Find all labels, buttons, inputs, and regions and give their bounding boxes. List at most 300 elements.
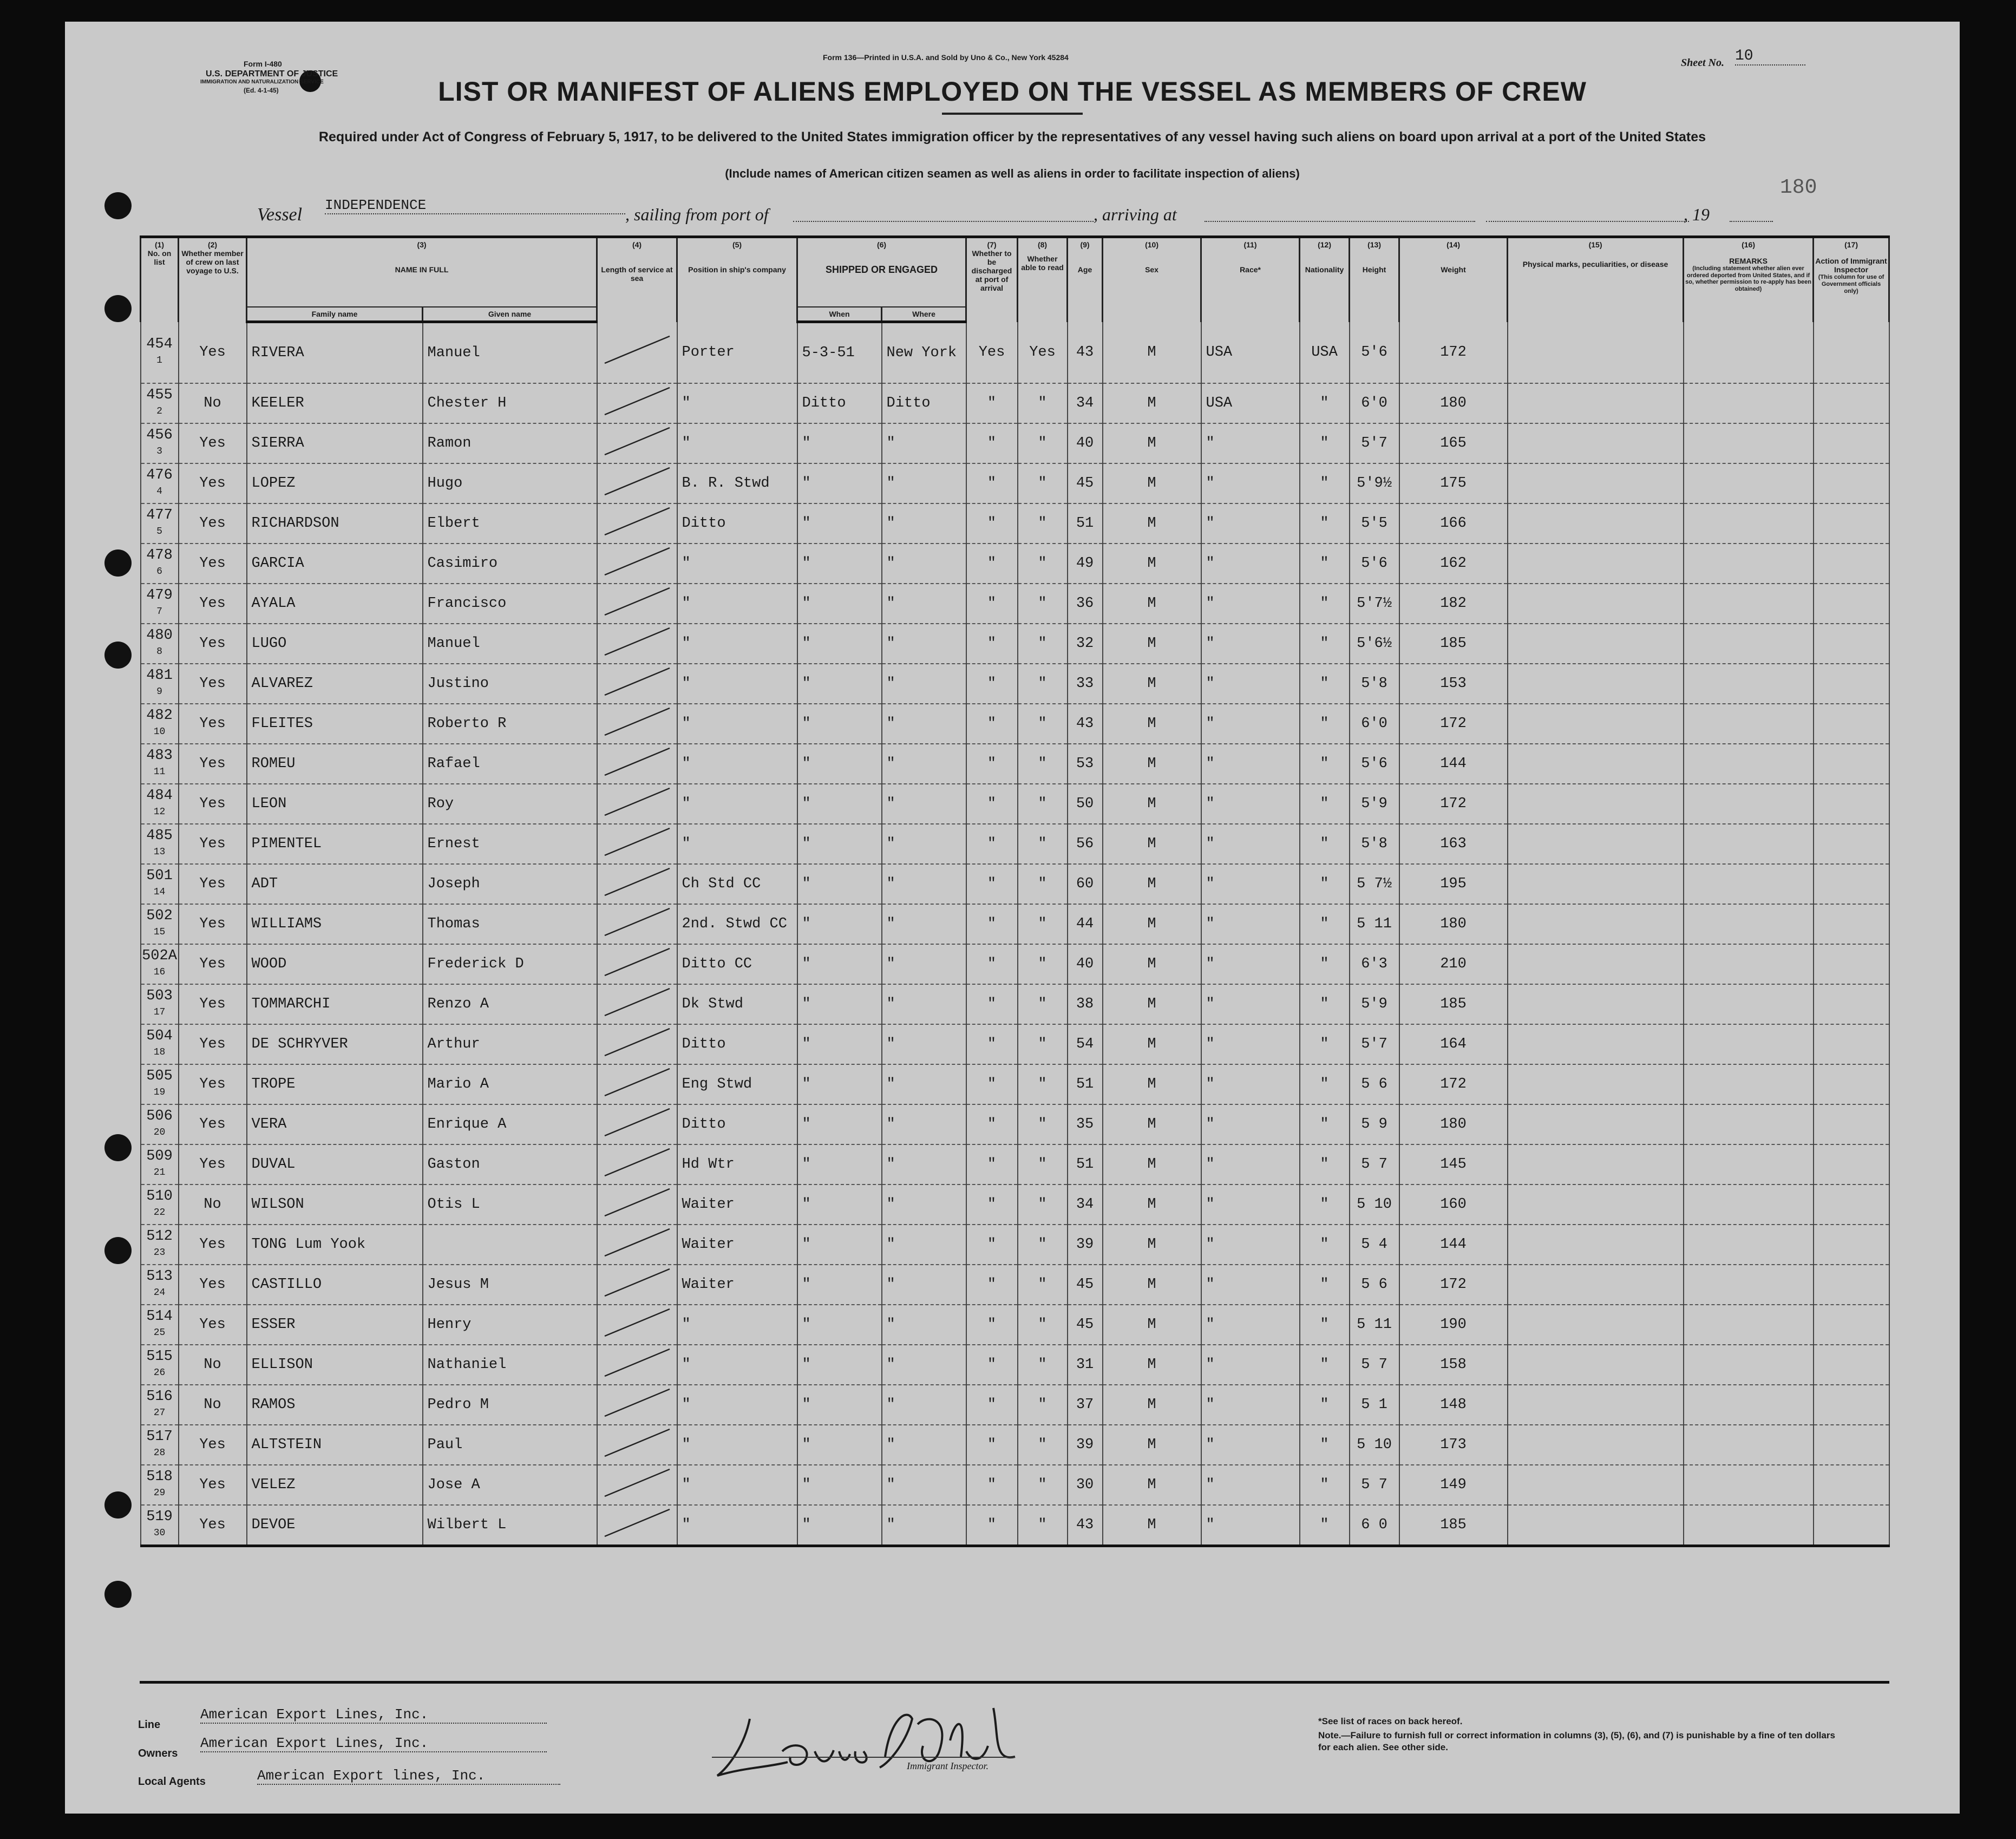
nationality-cell: USA bbox=[1300, 322, 1350, 384]
nationality-cell: " bbox=[1300, 1064, 1350, 1104]
length-of-service-cell bbox=[597, 1144, 677, 1184]
member-last-voyage-cell: Yes bbox=[179, 704, 247, 744]
shipped-where-cell: New York bbox=[882, 322, 966, 384]
physical-marks-cell bbox=[1508, 503, 1684, 544]
line-number: 14 bbox=[153, 887, 166, 898]
age-cell: 31 bbox=[1068, 1345, 1103, 1385]
position-cell: " bbox=[677, 664, 797, 704]
discharged-cell: " bbox=[966, 864, 1018, 904]
height-cell: 5 11 bbox=[1350, 1305, 1399, 1345]
owners-value: American Export Lines, Inc. bbox=[200, 1735, 547, 1752]
given-name-cell: Enrique A bbox=[423, 1104, 597, 1144]
weight-cell: 166 bbox=[1399, 503, 1508, 544]
col-header-height: (13) Height bbox=[1350, 237, 1399, 322]
shipped-where-cell: " bbox=[882, 584, 966, 624]
line-number: 20 bbox=[153, 1127, 166, 1138]
family-name-cell: DUVAL bbox=[247, 1144, 423, 1184]
list-number: 519 bbox=[146, 1509, 173, 1526]
weight-cell: 185 bbox=[1399, 984, 1508, 1024]
list-number: 482 bbox=[146, 708, 173, 724]
able-to-read-cell: " bbox=[1018, 944, 1068, 984]
service-tick-icon bbox=[599, 1386, 675, 1419]
family-name-cell: DEVOE bbox=[247, 1505, 423, 1546]
family-name-cell: TONG Lum Yook bbox=[247, 1225, 423, 1265]
service-tick-icon bbox=[599, 665, 675, 698]
length-of-service-cell bbox=[597, 1265, 677, 1305]
shipped-when-cell: " bbox=[797, 744, 882, 784]
member-last-voyage-cell: Yes bbox=[179, 463, 247, 503]
able-to-read-cell: " bbox=[1018, 1265, 1068, 1305]
table-row bbox=[141, 1104, 1889, 1144]
remarks-cell bbox=[1684, 704, 1814, 744]
list-number: 454 bbox=[146, 336, 173, 352]
sex-cell: M bbox=[1103, 704, 1201, 744]
form-edition: (Ed. 4-1-45) bbox=[244, 87, 279, 94]
sex-cell: M bbox=[1103, 463, 1201, 503]
shipped-where-cell: " bbox=[882, 704, 966, 744]
height-cell: 6 0 bbox=[1350, 1505, 1399, 1546]
table-row bbox=[141, 984, 1889, 1024]
weight-cell: 175 bbox=[1399, 463, 1508, 503]
shipped-where-cell: " bbox=[882, 1144, 966, 1184]
length-of-service-cell bbox=[597, 1305, 677, 1345]
member-last-voyage-cell: Yes bbox=[179, 544, 247, 584]
remarks-cell bbox=[1684, 322, 1814, 384]
shipped-when-cell: " bbox=[797, 1024, 882, 1064]
given-name-cell: Nathaniel bbox=[423, 1345, 597, 1385]
no-on-list-cell bbox=[141, 1345, 179, 1385]
punch-hole bbox=[104, 1491, 132, 1519]
remarks-cell bbox=[1684, 984, 1814, 1024]
line-number: 1 bbox=[156, 355, 162, 366]
list-number: 516 bbox=[146, 1389, 173, 1405]
discharged-cell: " bbox=[966, 984, 1018, 1024]
sex-cell: M bbox=[1103, 664, 1201, 704]
age-cell: 53 bbox=[1068, 744, 1103, 784]
list-number: 506 bbox=[146, 1108, 173, 1125]
service-tick-icon bbox=[599, 385, 675, 417]
given-name-cell: Hugo bbox=[423, 463, 597, 503]
table-row bbox=[141, 864, 1889, 904]
member-last-voyage-cell: Yes bbox=[179, 824, 247, 864]
weight-cell: 195 bbox=[1399, 864, 1508, 904]
inspector-action-cell bbox=[1814, 944, 1889, 984]
member-last-voyage-cell: Yes bbox=[179, 503, 247, 544]
member-last-voyage-cell: No bbox=[179, 383, 247, 423]
physical-marks-cell bbox=[1508, 1144, 1684, 1184]
weight-cell: 180 bbox=[1399, 904, 1508, 944]
races-note: *See list of races on back hereof. bbox=[1318, 1716, 1463, 1726]
height-cell: 5'7 bbox=[1350, 423, 1399, 463]
punch-hole bbox=[104, 295, 132, 322]
discharged-cell: " bbox=[966, 824, 1018, 864]
sex-cell: M bbox=[1103, 322, 1201, 384]
discharged-cell: " bbox=[966, 944, 1018, 984]
table-row bbox=[141, 1184, 1889, 1225]
member-last-voyage-cell: Yes bbox=[179, 584, 247, 624]
able-to-read-cell: " bbox=[1018, 784, 1068, 824]
shipped-where-cell: " bbox=[882, 1184, 966, 1225]
line-number: 12 bbox=[153, 807, 166, 818]
shipped-where-cell: " bbox=[882, 624, 966, 664]
department: U.S. DEPARTMENT OF JUSTICE bbox=[206, 69, 338, 78]
weight-cell: 163 bbox=[1399, 824, 1508, 864]
shipped-where-cell: " bbox=[882, 864, 966, 904]
nationality-cell: " bbox=[1300, 984, 1350, 1024]
nationality-cell: " bbox=[1300, 1465, 1350, 1505]
shipped-where-cell: " bbox=[882, 1505, 966, 1546]
line-number: 24 bbox=[153, 1287, 166, 1299]
physical-marks-cell bbox=[1508, 1184, 1684, 1225]
col-header-discharged: (7) Whether to be discharged at port of arrival bbox=[966, 237, 1018, 322]
family-name-cell: WOOD bbox=[247, 944, 423, 984]
col-header-when: When bbox=[797, 307, 882, 322]
height-cell: 5 10 bbox=[1350, 1425, 1399, 1465]
given-name-cell: Frederick D bbox=[423, 944, 597, 984]
inspector-action-cell bbox=[1814, 1305, 1889, 1345]
no-on-list-cell bbox=[141, 864, 179, 904]
physical-marks-cell bbox=[1508, 1305, 1684, 1345]
table-row bbox=[141, 704, 1889, 744]
weight-cell: 165 bbox=[1399, 423, 1508, 463]
age-cell: 56 bbox=[1068, 824, 1103, 864]
position-cell: " bbox=[677, 1305, 797, 1345]
height-cell: 5'7½ bbox=[1350, 584, 1399, 624]
age-cell: 40 bbox=[1068, 423, 1103, 463]
family-name-cell: VERA bbox=[247, 1104, 423, 1144]
remarks-cell bbox=[1684, 784, 1814, 824]
member-last-voyage-cell: Yes bbox=[179, 423, 247, 463]
position-cell: Dk Stwd bbox=[677, 984, 797, 1024]
table-row bbox=[141, 1265, 1889, 1305]
table-row bbox=[141, 784, 1889, 824]
age-cell: 51 bbox=[1068, 1144, 1103, 1184]
line-number: 2 bbox=[156, 406, 162, 417]
age-cell: 45 bbox=[1068, 1305, 1103, 1345]
nationality-cell: " bbox=[1300, 1225, 1350, 1265]
physical-marks-cell bbox=[1508, 664, 1684, 704]
arriving-port bbox=[1205, 207, 1475, 222]
no-on-list-cell bbox=[141, 1385, 179, 1425]
list-number: 456 bbox=[146, 427, 173, 444]
given-name-cell: Wilbert L bbox=[423, 1505, 597, 1546]
shipped-when-cell: " bbox=[797, 1465, 882, 1505]
height-cell: 5 7 bbox=[1350, 1345, 1399, 1385]
inspector-action-cell bbox=[1814, 704, 1889, 744]
nationality-cell: " bbox=[1300, 944, 1350, 984]
nationality-cell: " bbox=[1300, 664, 1350, 704]
position-cell: " bbox=[677, 624, 797, 664]
inspector-action-cell bbox=[1814, 904, 1889, 944]
list-number: 509 bbox=[146, 1148, 173, 1165]
line-number: 5 bbox=[156, 526, 162, 538]
age-cell: 51 bbox=[1068, 1064, 1103, 1104]
discharged-cell: " bbox=[966, 904, 1018, 944]
remarks-cell bbox=[1684, 1104, 1814, 1144]
weight-cell: 153 bbox=[1399, 664, 1508, 704]
length-of-service-cell bbox=[597, 584, 677, 624]
line-number: 4 bbox=[156, 486, 162, 498]
family-name-cell: TOMMARCHI bbox=[247, 984, 423, 1024]
position-cell: Ditto bbox=[677, 1104, 797, 1144]
line-number: 10 bbox=[153, 727, 166, 738]
position-cell: " bbox=[677, 824, 797, 864]
physical-marks-cell bbox=[1508, 463, 1684, 503]
shipped-where-cell: " bbox=[882, 1425, 966, 1465]
sex-cell: M bbox=[1103, 984, 1201, 1024]
length-of-service-cell bbox=[597, 1064, 677, 1104]
family-name-cell: WILLIAMS bbox=[247, 904, 423, 944]
weight-cell: 160 bbox=[1399, 1184, 1508, 1225]
line-number: 30 bbox=[153, 1528, 166, 1539]
owners-label: Owners bbox=[138, 1748, 178, 1759]
member-last-voyage-cell: Yes bbox=[179, 1425, 247, 1465]
list-number: 483 bbox=[146, 748, 173, 764]
position-cell: Ch Std CC bbox=[677, 864, 797, 904]
col-header-read: (8) Whether able to read bbox=[1018, 237, 1068, 322]
shipped-where-cell: " bbox=[882, 1265, 966, 1305]
remarks-cell bbox=[1684, 744, 1814, 784]
given-name-cell: Otis L bbox=[423, 1184, 597, 1225]
able-to-read-cell: " bbox=[1018, 1144, 1068, 1184]
line-number: 18 bbox=[153, 1047, 166, 1058]
physical-marks-cell bbox=[1508, 744, 1684, 784]
height-cell: 6'0 bbox=[1350, 704, 1399, 744]
inspector-action-cell bbox=[1814, 544, 1889, 584]
race-cell: " bbox=[1201, 784, 1300, 824]
remarks-cell bbox=[1684, 1144, 1814, 1184]
able-to-read-cell: " bbox=[1018, 864, 1068, 904]
length-of-service-cell bbox=[597, 864, 677, 904]
family-name-cell: LOPEZ bbox=[247, 463, 423, 503]
col-header-shipped: (6) SHIPPED OR ENGAGED bbox=[797, 237, 966, 307]
no-on-list-cell bbox=[141, 1104, 179, 1144]
service-tick-icon bbox=[599, 1226, 675, 1259]
family-name-cell: CASTILLO bbox=[247, 1265, 423, 1305]
table-row bbox=[141, 1225, 1889, 1265]
given-name-cell: Manuel bbox=[423, 322, 597, 384]
position-cell: Waiter bbox=[677, 1265, 797, 1305]
line-number: 21 bbox=[153, 1167, 166, 1179]
physical-marks-cell bbox=[1508, 1064, 1684, 1104]
able-to-read-cell: " bbox=[1018, 1184, 1068, 1225]
physical-marks-cell bbox=[1508, 584, 1684, 624]
nationality-cell: " bbox=[1300, 784, 1350, 824]
weight-cell: 162 bbox=[1399, 544, 1508, 584]
agents-label: Local Agents bbox=[138, 1776, 206, 1788]
line-number: 23 bbox=[153, 1247, 166, 1259]
given-name-cell: Elbert bbox=[423, 503, 597, 544]
position-cell: " bbox=[677, 1465, 797, 1505]
remarks-cell bbox=[1684, 1265, 1814, 1305]
shipped-where-cell: " bbox=[882, 824, 966, 864]
inspector-action-cell bbox=[1814, 322, 1889, 384]
height-cell: 5 1 bbox=[1350, 1385, 1399, 1425]
service-tick-icon bbox=[599, 1306, 675, 1339]
service-tick-icon bbox=[599, 986, 675, 1018]
table-row bbox=[141, 904, 1889, 944]
nationality-cell: " bbox=[1300, 544, 1350, 584]
service-tick-icon bbox=[599, 866, 675, 898]
family-name-cell: KEELER bbox=[247, 383, 423, 423]
list-number: 479 bbox=[146, 587, 173, 604]
punch-hole bbox=[104, 1134, 132, 1161]
remarks-cell bbox=[1684, 503, 1814, 544]
col-header-age: (9) Age bbox=[1068, 237, 1103, 322]
weight-cell: 210 bbox=[1399, 944, 1508, 984]
inspector-action-cell bbox=[1814, 503, 1889, 544]
family-name-cell: PIMENTEL bbox=[247, 824, 423, 864]
discharged-cell: " bbox=[966, 744, 1018, 784]
length-of-service-cell bbox=[597, 1345, 677, 1385]
member-last-voyage-cell: Yes bbox=[179, 984, 247, 1024]
no-on-list-cell bbox=[141, 984, 179, 1024]
physical-marks-cell bbox=[1508, 1104, 1684, 1144]
inspector-action-cell bbox=[1814, 1265, 1889, 1305]
discharged-cell: " bbox=[966, 784, 1018, 824]
physical-marks-cell bbox=[1508, 904, 1684, 944]
remarks-cell bbox=[1684, 1184, 1814, 1225]
member-last-voyage-cell: Yes bbox=[179, 864, 247, 904]
position-cell: Ditto bbox=[677, 503, 797, 544]
list-number: 481 bbox=[146, 667, 173, 684]
shipped-where-cell: " bbox=[882, 944, 966, 984]
able-to-read-cell: " bbox=[1018, 744, 1068, 784]
discharged-cell: " bbox=[966, 1104, 1018, 1144]
member-last-voyage-cell: Yes bbox=[179, 744, 247, 784]
age-cell: 54 bbox=[1068, 1024, 1103, 1064]
weight-cell: 145 bbox=[1399, 1144, 1508, 1184]
race-cell: " bbox=[1201, 704, 1300, 744]
shipped-when-cell: " bbox=[797, 1064, 882, 1104]
given-name-cell: Francisco bbox=[423, 584, 597, 624]
height-cell: 6'0 bbox=[1350, 383, 1399, 423]
length-of-service-cell bbox=[597, 1385, 677, 1425]
height-cell: 5'9½ bbox=[1350, 463, 1399, 503]
height-cell: 5 7½ bbox=[1350, 864, 1399, 904]
inspector-action-cell bbox=[1814, 584, 1889, 624]
sex-cell: M bbox=[1103, 1265, 1201, 1305]
able-to-read-cell: " bbox=[1018, 584, 1068, 624]
physical-marks-cell bbox=[1508, 1465, 1684, 1505]
weight-cell: 185 bbox=[1399, 1505, 1508, 1546]
age-cell: 43 bbox=[1068, 704, 1103, 744]
height-cell: 5'6 bbox=[1350, 744, 1399, 784]
remarks-cell bbox=[1684, 1385, 1814, 1425]
shipped-where-cell: " bbox=[882, 664, 966, 704]
age-cell: 45 bbox=[1068, 463, 1103, 503]
able-to-read-cell: " bbox=[1018, 904, 1068, 944]
col-header-member: (2) Whether member of crew on last voyage to U.S. bbox=[179, 237, 247, 322]
family-name-cell: ELLISON bbox=[247, 1345, 423, 1385]
required-statement: Required under Act of Congress of February 5, 1917, to be delivered to the United States immigration officer by the representatives of any vessel having such aliens on board upon arrival at a port of the United States bbox=[318, 129, 1706, 145]
physical-marks-cell bbox=[1508, 984, 1684, 1024]
age-cell: 43 bbox=[1068, 322, 1103, 384]
shipped-where-cell: " bbox=[882, 1385, 966, 1425]
physical-marks-cell bbox=[1508, 1225, 1684, 1265]
table-row bbox=[141, 1505, 1889, 1546]
inspector-action-cell bbox=[1814, 784, 1889, 824]
race-cell: " bbox=[1201, 744, 1300, 784]
height-cell: 6'3 bbox=[1350, 944, 1399, 984]
line-number: 25 bbox=[153, 1327, 166, 1339]
member-last-voyage-cell: Yes bbox=[179, 1104, 247, 1144]
shipped-where-cell: " bbox=[882, 503, 966, 544]
inspector-action-cell bbox=[1814, 1024, 1889, 1064]
shipped-when-cell: " bbox=[797, 984, 882, 1024]
race-cell: " bbox=[1201, 664, 1300, 704]
weight-cell: 172 bbox=[1399, 1064, 1508, 1104]
shipped-when-cell: " bbox=[797, 864, 882, 904]
line-number: 19 bbox=[153, 1087, 166, 1098]
age-cell: 40 bbox=[1068, 944, 1103, 984]
given-name-cell: Henry bbox=[423, 1305, 597, 1345]
able-to-read-cell: " bbox=[1018, 423, 1068, 463]
shipped-when-cell: Ditto bbox=[797, 383, 882, 423]
race-cell: " bbox=[1201, 423, 1300, 463]
physical-marks-cell bbox=[1508, 1345, 1684, 1385]
position-cell: Porter bbox=[677, 322, 797, 384]
sex-cell: M bbox=[1103, 1064, 1201, 1104]
shipped-where-cell: " bbox=[882, 984, 966, 1024]
nationality-cell: " bbox=[1300, 423, 1350, 463]
list-number: 517 bbox=[146, 1429, 173, 1445]
height-cell: 5'8 bbox=[1350, 664, 1399, 704]
length-of-service-cell bbox=[597, 1184, 677, 1225]
col-header-name: (3) NAME IN FULL bbox=[247, 237, 597, 307]
remarks-cell bbox=[1684, 904, 1814, 944]
sex-cell: M bbox=[1103, 1305, 1201, 1345]
sex-cell: M bbox=[1103, 584, 1201, 624]
service-tick-icon bbox=[599, 1026, 675, 1058]
nationality-cell: " bbox=[1300, 1184, 1350, 1225]
position-cell: B. R. Stwd bbox=[677, 463, 797, 503]
shipped-where-cell: " bbox=[882, 1345, 966, 1385]
sex-cell: M bbox=[1103, 1345, 1201, 1385]
sex-cell: M bbox=[1103, 383, 1201, 423]
discharged-cell: Yes bbox=[966, 322, 1018, 384]
line-number: 28 bbox=[153, 1448, 166, 1459]
weight-cell: 185 bbox=[1399, 624, 1508, 664]
shipped-when-cell: " bbox=[797, 1144, 882, 1184]
col-header-length: (4) Length of service at sea bbox=[597, 237, 677, 322]
member-last-voyage-cell: Yes bbox=[179, 1305, 247, 1345]
height-cell: 5'5 bbox=[1350, 503, 1399, 544]
height-cell: 5'8 bbox=[1350, 824, 1399, 864]
shipped-when-cell: " bbox=[797, 463, 882, 503]
shipped-when-cell: " bbox=[797, 1184, 882, 1225]
service-tick-icon bbox=[599, 786, 675, 818]
year-label: , 19 bbox=[1684, 205, 1710, 224]
length-of-service-cell bbox=[597, 322, 677, 384]
list-number: 503 bbox=[146, 988, 173, 1005]
shipped-when-cell: " bbox=[797, 824, 882, 864]
arriving-year bbox=[1730, 207, 1773, 222]
position-cell: " bbox=[677, 1345, 797, 1385]
able-to-read-cell: " bbox=[1018, 1064, 1068, 1104]
shipped-when-cell: " bbox=[797, 944, 882, 984]
family-name-cell: WILSON bbox=[247, 1184, 423, 1225]
race-cell: " bbox=[1201, 1225, 1300, 1265]
discharged-cell: " bbox=[966, 1465, 1018, 1505]
race-cell: " bbox=[1201, 1465, 1300, 1505]
list-number: 502 bbox=[146, 908, 173, 925]
height-cell: 5'6 bbox=[1350, 322, 1399, 384]
length-of-service-cell bbox=[597, 624, 677, 664]
table-row bbox=[141, 824, 1889, 864]
position-cell: " bbox=[677, 423, 797, 463]
table-row bbox=[141, 664, 1889, 704]
